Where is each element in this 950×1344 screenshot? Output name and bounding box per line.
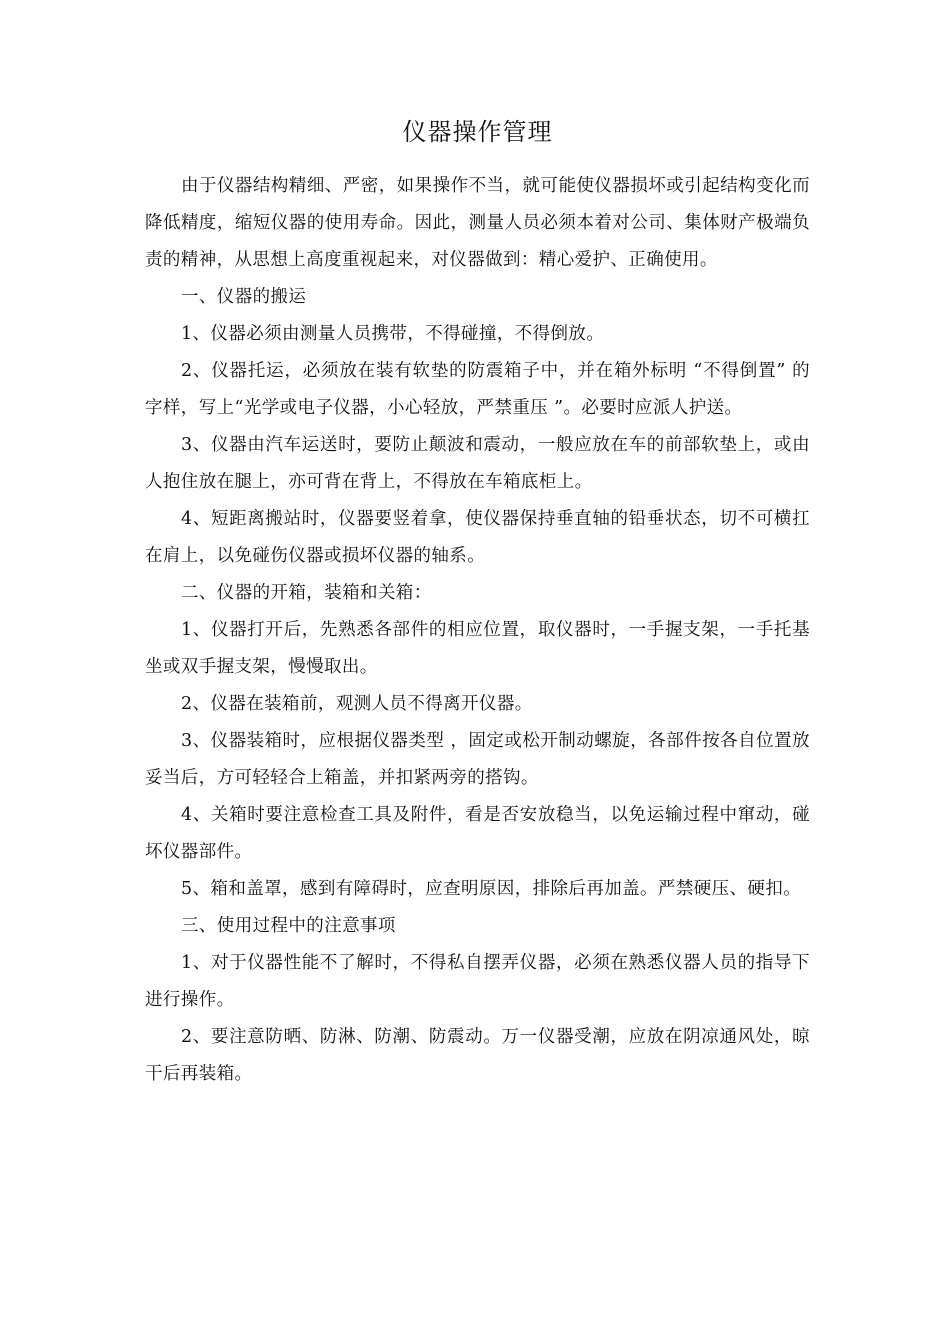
section-heading: 一、仪器的搬运 xyxy=(181,287,307,307)
section-heading: 二、仪器的开箱，装箱和关箱： xyxy=(181,583,432,603)
list-item: 5、箱和盖罩，感到有障碍时，应查明原因，排除后再加盖。严禁硬压、硬扣。 xyxy=(181,879,802,899)
list-item: 4、短距离搬站时，仪器要竖着拿，使仪器保持垂直轴的铅垂状态，切不可横扛在肩上，以免碰伤仪器或损坏仪器的轴系。 xyxy=(145,509,810,566)
list-item: 2、仪器托运，必须放在装有软垫的防震箱子中，并在箱外标明 “不得倒置” 的字样，写上“光学或电子仪器，小心轻放，严禁重压 ”。必要时应派人护送。 xyxy=(145,361,810,418)
document-page xyxy=(145,112,810,1093)
section-transport xyxy=(145,279,810,575)
section-heading: 三、使用过程中的注意事项 xyxy=(181,916,396,936)
list-item: 3、仪器由汽车运送时，要防止颠波和震动，一般应放在车的前部软垫上，或由人抱住放在腿上，亦可背在背上，不得放在车箱底柜上。 xyxy=(145,435,810,492)
list-item: 1、仪器打开后，先熟悉各部件的相应位置，取仪器时，一手握支架，一手托基坐或双手握支架，慢慢取出。 xyxy=(145,620,810,677)
document-title: 仪器操作管理 xyxy=(402,118,553,146)
list-item: 2、仪器在装箱前，观测人员不得离开仪器。 xyxy=(181,694,533,714)
section-boxing xyxy=(145,575,810,908)
section-usage-notes xyxy=(145,908,810,1093)
list-item: 2、要注意防晒、防淋、防潮、防震动。万一仪器受潮，应放在阴凉通风处，晾干后再装箱。 xyxy=(145,1027,810,1084)
list-item: 1、对于仪器性能不了解时，不得私自摆弄仪器，必须在熟悉仪器人员的指导下进行操作。 xyxy=(145,953,810,1010)
list-item: 1、仪器必须由测量人员携带，不得碰撞，不得倒放。 xyxy=(181,324,605,344)
list-item: 3、仪器装箱时，应根据仪器类型 ，固定或松开制动螺旋，各部件按各自位置放妥当后，方可轻轻合上箱盖，并扣紧两旁的搭钩。 xyxy=(145,731,810,788)
intro-paragraph: 由于仪器结构精细、严密，如果操作不当，就可能使仪器损坏或引起结构变化而降低精度，缩短仪器的使用寿命。因此，测量人员必须本着对公司、集体财产极端负责的精神，从思想上高度重视起来，对仪器做到：精心爱护、正确使用。 xyxy=(145,176,810,270)
list-item: 4、关箱时要注意检查工具及附件，看是否安放稳当，以免运输过程中窜动，碰坏仪器部件。 xyxy=(145,805,810,862)
